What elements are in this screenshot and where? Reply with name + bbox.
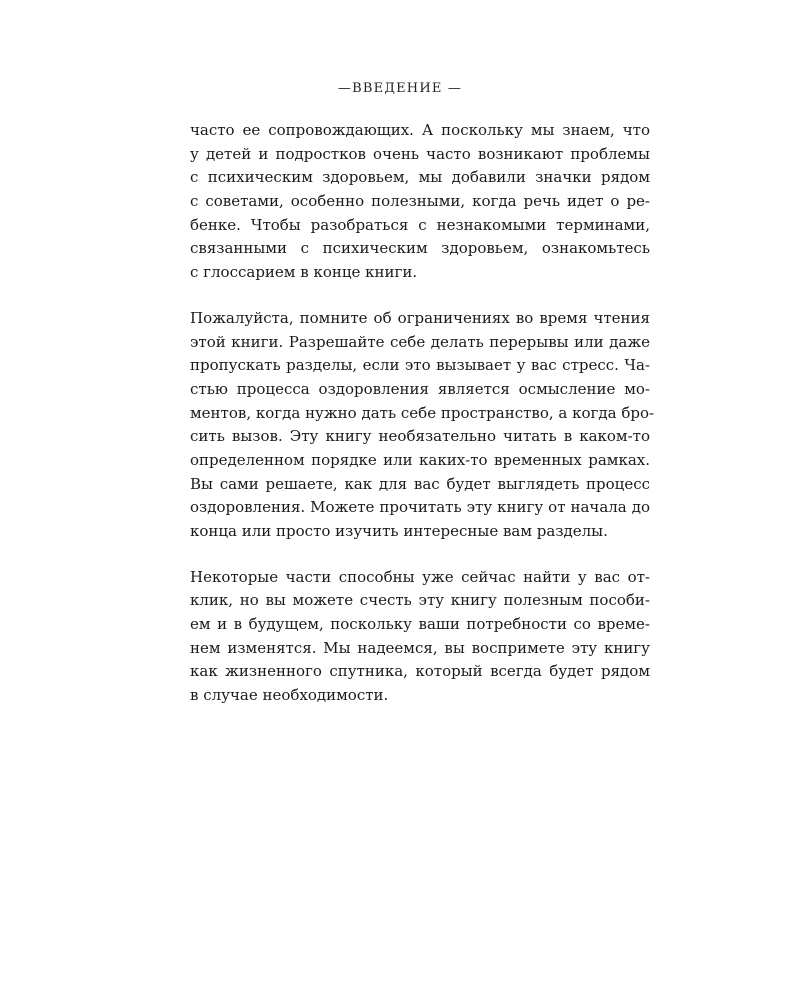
text-line: Пожалуйста, помните об ограничениях во время чтения bbox=[190, 308, 650, 327]
text-line: оздоровления. Можете прочитать эту книгу от начала до bbox=[190, 498, 650, 517]
paragraph-3 bbox=[190, 566, 650, 708]
text-line: этой книги. Разрешайте себе делать перерывы или даже bbox=[190, 332, 650, 351]
text-line: Вы сами решаете, как для вас будет выглядеть процесс bbox=[190, 474, 650, 493]
text-line: с советами, особенно полезными, когда речь идет о ре- bbox=[190, 192, 650, 211]
text-line: ментов, когда нужно дать себе пространство, а когда бро- bbox=[190, 403, 655, 422]
text-line: конца или просто изучить интересные вам разделы. bbox=[190, 522, 608, 540]
paragraph-1 bbox=[190, 119, 650, 285]
text-line: как жизненного спутника, который всегда будет рядом bbox=[190, 662, 650, 681]
text-line: с психическим здоровьем, мы добавили значки рядом bbox=[190, 168, 650, 187]
text-line: стью процесса оздоровления является осмысление мо- bbox=[190, 379, 650, 398]
text-line: с глоссарием в конце книги. bbox=[190, 263, 418, 282]
text-line: пропускать разделы, если это вызывает у вас стресс. Ча- bbox=[190, 356, 650, 375]
text-line: клик, но вы можете счесть эту книгу полезным пособи- bbox=[190, 591, 650, 610]
running-head: —ВВЕДЕНИЕ — bbox=[337, 81, 463, 96]
text-line: связанными с психическим здоровьем, ознакомьтесь bbox=[190, 239, 650, 258]
text-line: у детей и подростков очень часто возникают проблемы bbox=[190, 144, 650, 163]
text-line: в случае необходимости. bbox=[190, 686, 389, 705]
text-line: определенном порядке или каких-то временных рамках. bbox=[190, 450, 650, 469]
text-line: ем и в будущем, поскольку ваши потребности со време- bbox=[190, 615, 650, 634]
text-line: часто ее сопровождающих. А поскольку мы знаем, что bbox=[190, 121, 650, 139]
text-line: сить вызов. Эту книгу необязательно читать в каком-то bbox=[190, 427, 650, 446]
text-line: Некоторые части способны уже сейчас найти у вас от- bbox=[190, 567, 650, 586]
paragraph-2 bbox=[190, 307, 655, 544]
body-text bbox=[190, 119, 655, 730]
text-line: бенке. Чтобы разобраться с незнакомыми терминами, bbox=[190, 215, 650, 234]
text-line: нем изменятся. Мы надеемся, вы воспримете эту книгу bbox=[190, 638, 650, 657]
